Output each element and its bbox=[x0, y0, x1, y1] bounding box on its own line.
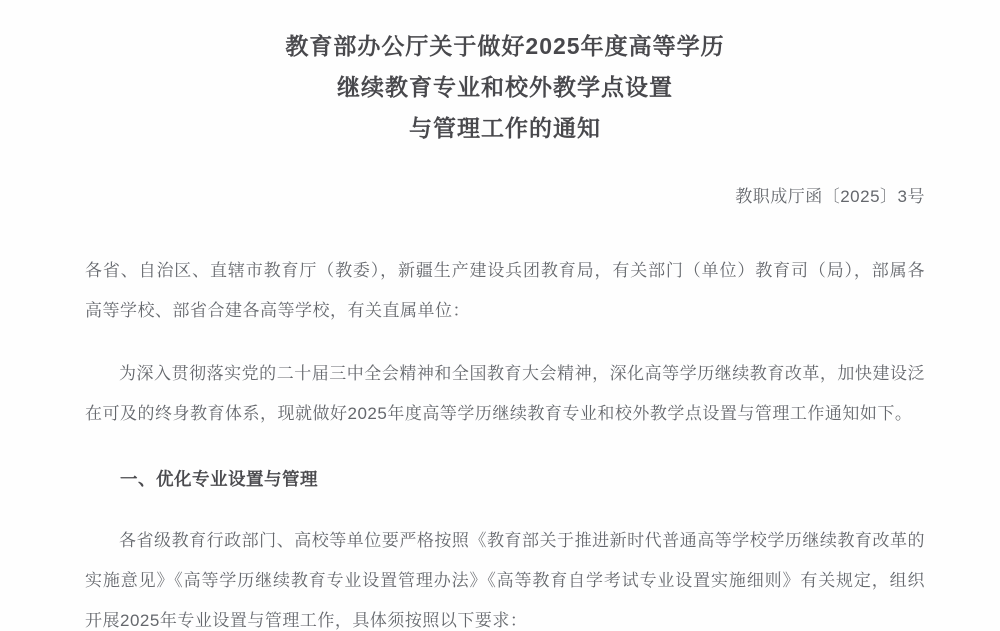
title-line-2: 继续教育专业和校外教学点设置 bbox=[337, 74, 673, 100]
document-title bbox=[85, 26, 925, 149]
title-line-1: 教育部办公厅关于做好2025年度高等学历 bbox=[285, 33, 725, 59]
intro-paragraph: 为深入贯彻落实党的二十届三中全会精神和全国教育大会精神，深化高等学历继续教育改革，加快建设泛在可及的终身教育体系，现就做好2025年度高等学历继续教育专业和校外教学点设置与管理工作通知如下。 bbox=[85, 364, 925, 423]
addressee-paragraph: 各省、自治区、直辖市教育厅（教委），新疆生产建设兵团教育局，有关部门（单位）教育司（局），部属各高等学校、部省合建各高等学校，有关直属单位： bbox=[85, 261, 925, 320]
section-1-heading: 一、优化专业设置与管理 bbox=[120, 469, 318, 489]
title-line-3: 与管理工作的通知 bbox=[409, 115, 601, 141]
section-1-paragraph: 各省级教育行政部门、高校等单位要严格按照《教育部关于推进新时代普通高等学校学历继续教育改革的实施意见》《高等学历继续教育专业设置管理办法》《高等教育自学考试专业设置实施细则》有关规定，组织开展2025年专业设置与管理工作，具体须按照以下要求： bbox=[85, 531, 925, 630]
document-number: 教职成厅函〔2025〕3号 bbox=[735, 187, 925, 206]
